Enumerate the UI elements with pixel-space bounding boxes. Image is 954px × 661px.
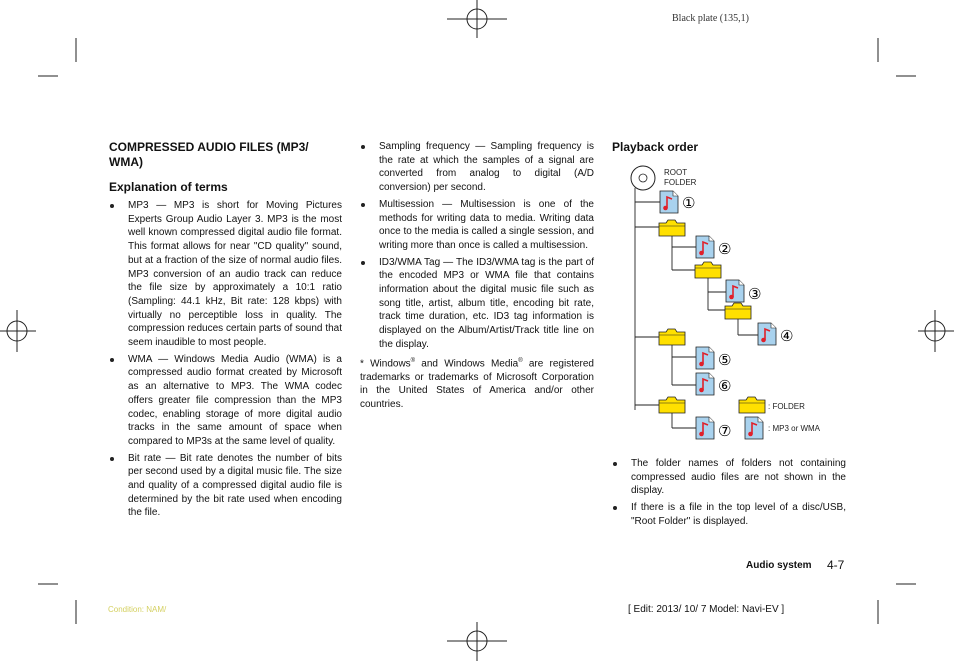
- list-item: MP3 — MP3 is short for Moving Pictures Experts Group Audio Layer 3. MP3 is the most well known compressed digital audio file format. This format allows for near "CD quality" sound, but at a fraction of the size of normal audio files. MP3 conversion of an audio track can reduce the file size by approximately a 10:1 ratio (Sampling: 44.1 kHz, Bit rate: 128 kbps) with virtually no perceptible loss in quality. The compression reduces certain parts of sound that seem inaudible to most people.: [109, 199, 342, 350]
- folder-icon: [659, 220, 685, 236]
- list-item: The folder names of folders not containing compressed audio files are not shown in the display.: [612, 457, 846, 498]
- playback-order-heading: Playback order: [612, 140, 699, 154]
- folder-icon: [695, 262, 721, 278]
- audio-file-icon: [726, 280, 744, 302]
- note-text: * Windows: [360, 357, 411, 369]
- track-number: ⑥: [718, 377, 732, 395]
- folder-icon: [659, 329, 685, 345]
- folder-icon: [725, 303, 751, 319]
- note-text: are registered trademarks or trademarks of Microsoft Corporation in the United States of America and/or other countries.: [360, 357, 594, 410]
- root-label: FOLDER: [664, 178, 697, 187]
- audio-file-icon: [660, 191, 678, 213]
- track-number: ②: [718, 240, 732, 258]
- audio-file-icon: [696, 236, 714, 258]
- column-3-notes: [612, 457, 846, 532]
- track-number: ⑦: [718, 422, 732, 440]
- trademark-note: [360, 355, 594, 412]
- plate-label: Black plate (135,1): [672, 13, 749, 24]
- audio-file-icon: [696, 373, 714, 395]
- legend-folder-icon: [739, 397, 765, 413]
- column-3: [612, 140, 846, 155]
- track-number: ⑤: [718, 351, 732, 369]
- registered-mark: ®: [410, 357, 416, 364]
- condition-label: Condition: NAM/: [108, 605, 167, 614]
- list-item: ID3/WMA Tag — The ID3/WMA tag is the part of the encoded MP3 or WMA file that contains information about the digital music file such as song title, artist, album title, encoding bit rate, track time duration, etc. ID3 tag information is displayed on the Album/Artist/Track title line on the display.: [360, 256, 594, 352]
- legend-folder-label: : FOLDER: [768, 402, 805, 411]
- footer-section: Audio system: [746, 560, 812, 571]
- list-item: If there is a file in the top level of a disc/USB, "Root Folder" is displayed.: [612, 501, 846, 528]
- terms-list-continued: [360, 140, 594, 352]
- note-text: and Windows Media: [415, 357, 519, 369]
- column-2: [360, 140, 594, 412]
- list-item: Bit rate — Bit rate denotes the number of bits per second used by a digital music file. The size and quality of a compressed digital audio file is determined by the bit rate used when encoding the file.: [109, 452, 342, 521]
- registered-mark: ®: [518, 357, 523, 364]
- page-number: 4-7: [827, 558, 845, 572]
- root-disc-icon: [631, 166, 655, 190]
- root-label: ROOT: [664, 168, 688, 177]
- playback-order-diagram: [620, 160, 850, 445]
- column-1: [109, 140, 342, 523]
- playback-notes: [612, 457, 846, 529]
- audio-file-icon: [758, 323, 776, 345]
- list-item: Multisession — Multisession is one of the methods for writing data to media. Writing data once to the media is called a single session, and writing more than once is called a multisession.: [360, 198, 594, 253]
- terms-list: [109, 199, 342, 520]
- list-item: Sampling frequency — Sampling frequency is the rate at which the samples of a signal are converted from analog to digital (A/D conversion) per second.: [360, 140, 594, 195]
- track-number: ④: [780, 327, 794, 345]
- audio-file-icon: [696, 417, 714, 439]
- track-number: ①: [682, 194, 696, 212]
- audio-file-icon: [696, 347, 714, 369]
- subsection-heading: Explanation of terms: [109, 180, 228, 194]
- edit-info: [ Edit: 2013/ 10/ 7 Model: Navi-EV ]: [628, 604, 785, 615]
- section-heading: COMPRESSED AUDIO FILES (MP3/ WMA): [109, 140, 309, 169]
- legend-file-icon: [745, 417, 763, 439]
- list-item: WMA — Windows Media Audio (WMA) is a compressed audio format created by Microsoft as an alternative to MP3. The WMA codec offers greater file compression than the MP3 codec, enabling storage of more digital audio tracks in the same amount of space when compared to MP3s at the same level of quality.: [109, 353, 342, 449]
- track-number: ③: [748, 285, 762, 303]
- folder-icon: [659, 397, 685, 413]
- legend-file-label: : MP3 or WMA: [768, 424, 821, 433]
